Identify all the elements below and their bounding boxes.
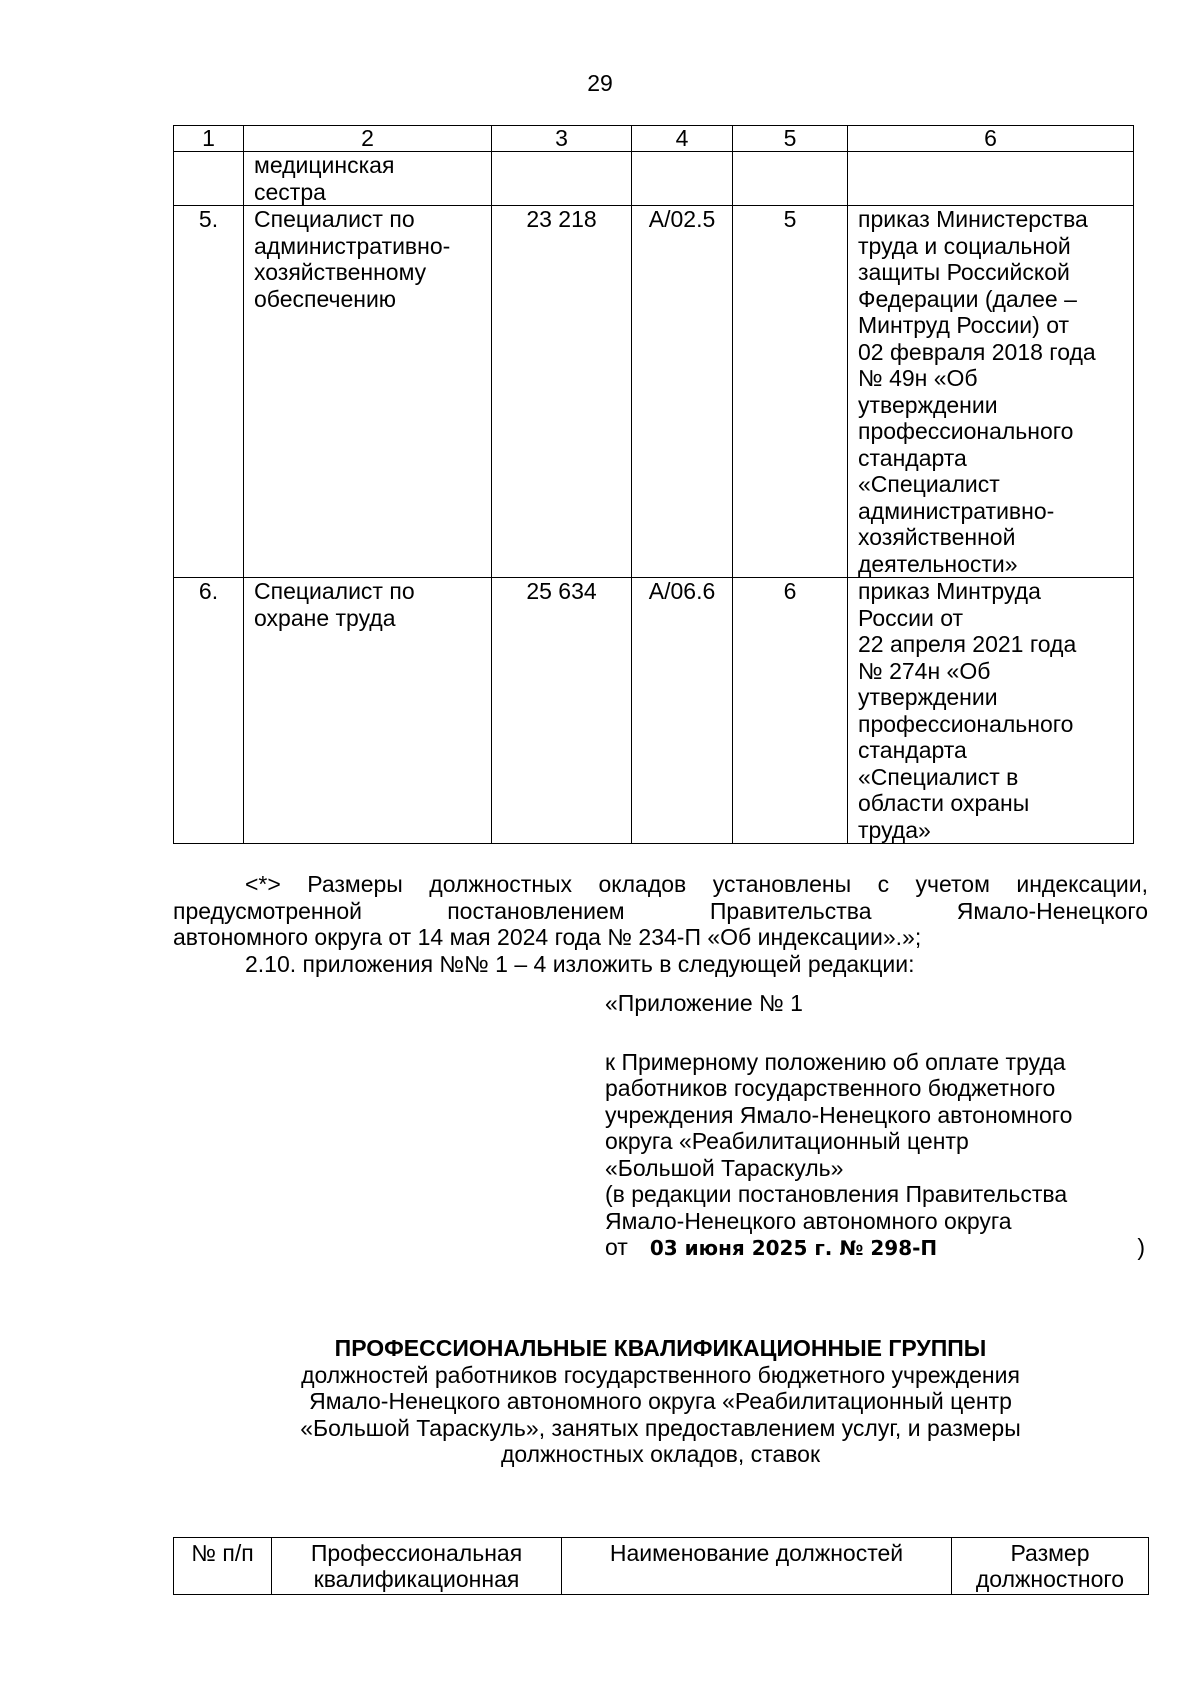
cell-line: хозяйственному xyxy=(254,259,427,285)
cell-line: профессионального xyxy=(858,418,1074,444)
cell-line: утверждении xyxy=(858,391,998,418)
cell-line: «Специалист в xyxy=(858,763,1019,790)
cell-line: обеспечению xyxy=(254,285,397,312)
appendix-line: округа «Реабилитационный центр xyxy=(605,1128,969,1154)
amendment-line: 2.10. приложения №№ 1 – 4 изложить в следующей редакции: xyxy=(245,950,915,977)
header-cell xyxy=(174,1538,272,1595)
footnote-line-1: <*> Размеры должностных окладов установлены с учетом индексации, xyxy=(245,871,1148,897)
cell-line: России от xyxy=(858,604,964,631)
cell-line: № 274н «Об xyxy=(858,657,991,684)
column-number: 3 xyxy=(492,126,632,152)
appendix-ot: от xyxy=(605,1234,628,1260)
cell-line: должностного xyxy=(975,1566,1125,1592)
column-number: 1 xyxy=(174,126,244,152)
cell-line: приказ Министерства xyxy=(858,206,1088,232)
appendix-line: «Большой Тараскуль» xyxy=(605,1154,844,1181)
column-number: 5 xyxy=(733,126,848,152)
cell-line: Специалист по xyxy=(254,578,415,604)
cell-line: труда» xyxy=(858,816,931,843)
table-header-row xyxy=(174,126,1134,152)
row-number: 6. xyxy=(174,578,244,844)
cell-line: Наименование должностей xyxy=(609,1540,904,1566)
appendix-line: к Примерному положению об оплате труда xyxy=(605,1048,1066,1075)
appendix-line: (в редакции постановления Правительства xyxy=(605,1181,1068,1207)
section-heading xyxy=(173,1335,1148,1468)
heading-title: ПРОФЕССИОНАЛЬНЫЕ КВАЛИФИКАЦИОННЫЕ ГРУППЫ xyxy=(334,1335,987,1361)
cell-line: стандарта xyxy=(858,737,967,763)
legal-basis xyxy=(848,206,1134,578)
row-number xyxy=(174,152,244,206)
position-name xyxy=(244,152,492,206)
column-number: 6 xyxy=(848,126,1134,152)
cell-line: «Специалист xyxy=(858,471,1000,497)
qualification-level: 6 xyxy=(733,578,848,844)
function-code xyxy=(632,152,733,206)
heading-line: Ямало-Ненецкого автономного округа «Реабилитационный центр xyxy=(309,1388,1012,1414)
cell-line: № п/п xyxy=(191,1540,254,1566)
qualification-level: 5 xyxy=(733,206,848,578)
cell-line: деятельности» xyxy=(858,550,1018,577)
cell-line: стандарта xyxy=(858,444,967,471)
cell-line: № 49н «Об xyxy=(858,365,978,391)
appendix-close-paren: ) xyxy=(1137,1234,1145,1260)
header-cell xyxy=(952,1538,1149,1595)
position-name xyxy=(244,578,492,844)
legal-basis xyxy=(848,152,1134,206)
cell-line: охране труда xyxy=(254,604,396,631)
salary-cell: 23 218 xyxy=(492,206,632,578)
cell-line: приказ Минтруда xyxy=(858,578,1041,604)
cell-line: утверждении xyxy=(858,684,998,710)
cell-line: защиты Российской xyxy=(858,259,1070,285)
heading-line: «Большой Тараскуль», занятых предоставлением услуг, и размеры xyxy=(300,1414,1021,1441)
page-number: 29 xyxy=(587,70,613,96)
table-row xyxy=(174,578,1134,844)
function-code: А/02.5 xyxy=(632,206,733,578)
cell-line: Федерации (далее – xyxy=(858,285,1077,312)
appendix-line: Ямало-Ненецкого автономного округа xyxy=(605,1207,1012,1234)
table-row xyxy=(174,152,1134,206)
cell-line: Размер xyxy=(1010,1540,1090,1566)
appendix-line: работников государственного бюджетного xyxy=(605,1075,1056,1101)
footnote-line-2: предусмотренной постановлением Правительства Ямало-Ненецкого xyxy=(173,897,1148,924)
cell-line: Минтруд России) от xyxy=(858,312,1070,338)
heading-line: должностных окладов, ставок xyxy=(500,1441,821,1467)
appendix-block xyxy=(605,990,1150,1262)
function-code: А/06.6 xyxy=(632,578,733,844)
column-number: 2 xyxy=(244,126,492,152)
appendix-title: «Приложение № 1 xyxy=(605,990,803,1016)
footnote xyxy=(173,871,1148,977)
legal-basis xyxy=(848,578,1134,844)
qualification-groups-table xyxy=(173,1537,1149,1595)
appendix-date-line xyxy=(605,1234,1150,1262)
positions-table xyxy=(173,125,1134,844)
table-row xyxy=(174,206,1134,578)
cell-line: 22 апреля 2021 года xyxy=(858,631,1077,657)
position-name xyxy=(244,206,492,578)
qualification-level xyxy=(733,152,848,206)
table-header-row xyxy=(174,1538,1149,1595)
cell-line: квалификационная xyxy=(313,1566,520,1592)
header-cell xyxy=(562,1538,952,1595)
cell-line: профессионального xyxy=(858,710,1074,737)
cell-line: Профессиональная xyxy=(310,1540,523,1566)
row-number: 5. xyxy=(174,206,244,578)
cell-line: медицинская xyxy=(254,152,395,178)
footnote-line-3: автономного округа от 14 мая 2024 года № 234-П «Об индексации».»; xyxy=(173,924,922,950)
cell-line: административно- xyxy=(254,232,451,259)
cell-line: сестра xyxy=(254,178,326,205)
header-cell xyxy=(272,1538,562,1595)
cell-line: труда и социальной xyxy=(858,232,1071,259)
cell-line: хозяйственной xyxy=(858,524,1016,550)
heading-line: должностей работников государственного бюджетного учреждения xyxy=(301,1361,1020,1388)
cell-line: Специалист по xyxy=(254,206,415,232)
appendix-date-stamp: 03 июня 2025 г. № 298-П xyxy=(649,1236,938,1260)
cell-line: области охраны xyxy=(858,790,1030,816)
salary-cell xyxy=(492,152,632,206)
cell-line: административно- xyxy=(858,497,1055,524)
cell-line: 02 февраля 2018 года xyxy=(858,338,1096,365)
salary-cell: 25 634 xyxy=(492,578,632,844)
column-number: 4 xyxy=(632,126,733,152)
appendix-line: учреждения Ямало-Ненецкого автономного xyxy=(605,1101,1073,1128)
